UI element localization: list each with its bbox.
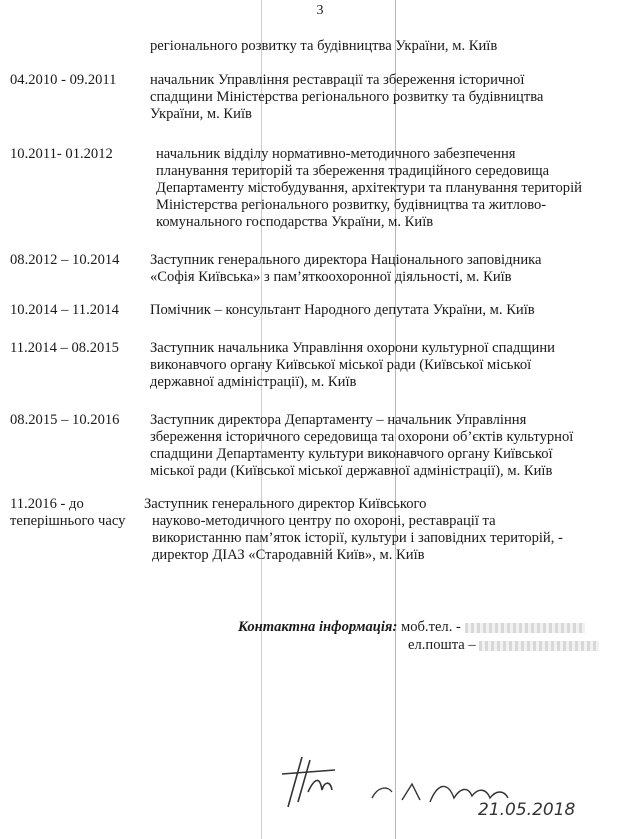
entry-date: 08.2012 – 10.2014 (10, 252, 120, 268)
signature-date: 21.05.2018 (478, 800, 576, 820)
entry-date: 10.2011- 01.2012 (10, 146, 113, 162)
entry-line: спадщини Міністерства регіонального розвитку та будівництва (150, 89, 544, 105)
entry-line: Заступник начальника Управління охорони культурної спадщини (150, 340, 555, 356)
entry-line: збереження історичного середовища та охорони об’єктів культурної (150, 429, 574, 445)
entry-line: Міністерства регіонального розвитку, будівництва та житлово- (156, 197, 547, 213)
entry-line: України, м. Київ (150, 106, 252, 122)
entry-line: начальник відділу нормативно-методичного забезпечення (156, 146, 516, 162)
signature-mark (280, 752, 340, 819)
entry-line: начальник Управління реставрації та збереження історичної (150, 72, 525, 88)
entry-line: спадщини Департаменту культури виконавчого органу Київської (150, 446, 553, 462)
entry-line: Департаменту містобудування, архітектури та планування територій (156, 180, 582, 196)
email-label: ел.пошта – (408, 637, 476, 653)
entry-date: 08.2015 – 10.2016 (10, 412, 120, 428)
entry-description (150, 72, 620, 123)
entry-description (150, 340, 620, 391)
entry-line: використанню пам’яток історії, культури і заповідних територій, - (152, 530, 563, 546)
entry-line: Заступник генерального директора Національного заповідника (150, 252, 542, 268)
phone-redacted (465, 623, 585, 633)
entry-date: 11.2016 - до (10, 496, 84, 512)
entry-description (150, 302, 620, 319)
entry-description (144, 496, 614, 564)
entry-line: Заступник директора Департаменту – начальник Управління (150, 412, 527, 428)
contact-phone (238, 619, 585, 636)
entry-description (150, 252, 620, 286)
entry-line: науково-методичного центру по охороні, реставрації та (152, 513, 496, 529)
page-number: 3 (316, 3, 324, 18)
entry-date-cont: теперішнього часу (10, 513, 126, 529)
entry-date: 11.2014 – 08.2015 (10, 340, 119, 356)
entry-line: планування територій та збереження традиційного середовища (156, 163, 550, 179)
entry-line: комунального господарства України, м. Київ (156, 214, 434, 230)
contact-label: Контактна інформація: (238, 619, 398, 635)
email-redacted (479, 641, 599, 651)
entry-description (156, 146, 626, 231)
phone-label: моб.тел. - (400, 619, 461, 635)
entry-line: виконавчого органу Київської міської ради (Київської міської (150, 357, 532, 373)
entry-line: Помічник – консультант Народного депутата України, м. Київ (150, 302, 535, 318)
entry-date: 04.2010 - 09.2011 (10, 72, 117, 88)
entry-line: «Софія Київська» з пам’яткоохоронної діяльності, м. Київ (150, 269, 512, 285)
entry-date: 10.2014 – 11.2014 (10, 302, 119, 318)
entry-line: Заступник генерального директор Київського (144, 496, 427, 512)
entry-line: директор ДІАЗ «Стародавній Київ», м. Київ (152, 547, 425, 563)
entry-line: міської ради (Київської міської державної адміністрації), м. Київ (150, 463, 553, 479)
contact-email (408, 637, 599, 654)
entry-line: державної адміністрації), м. Київ (150, 374, 357, 390)
entry-description (150, 412, 620, 480)
